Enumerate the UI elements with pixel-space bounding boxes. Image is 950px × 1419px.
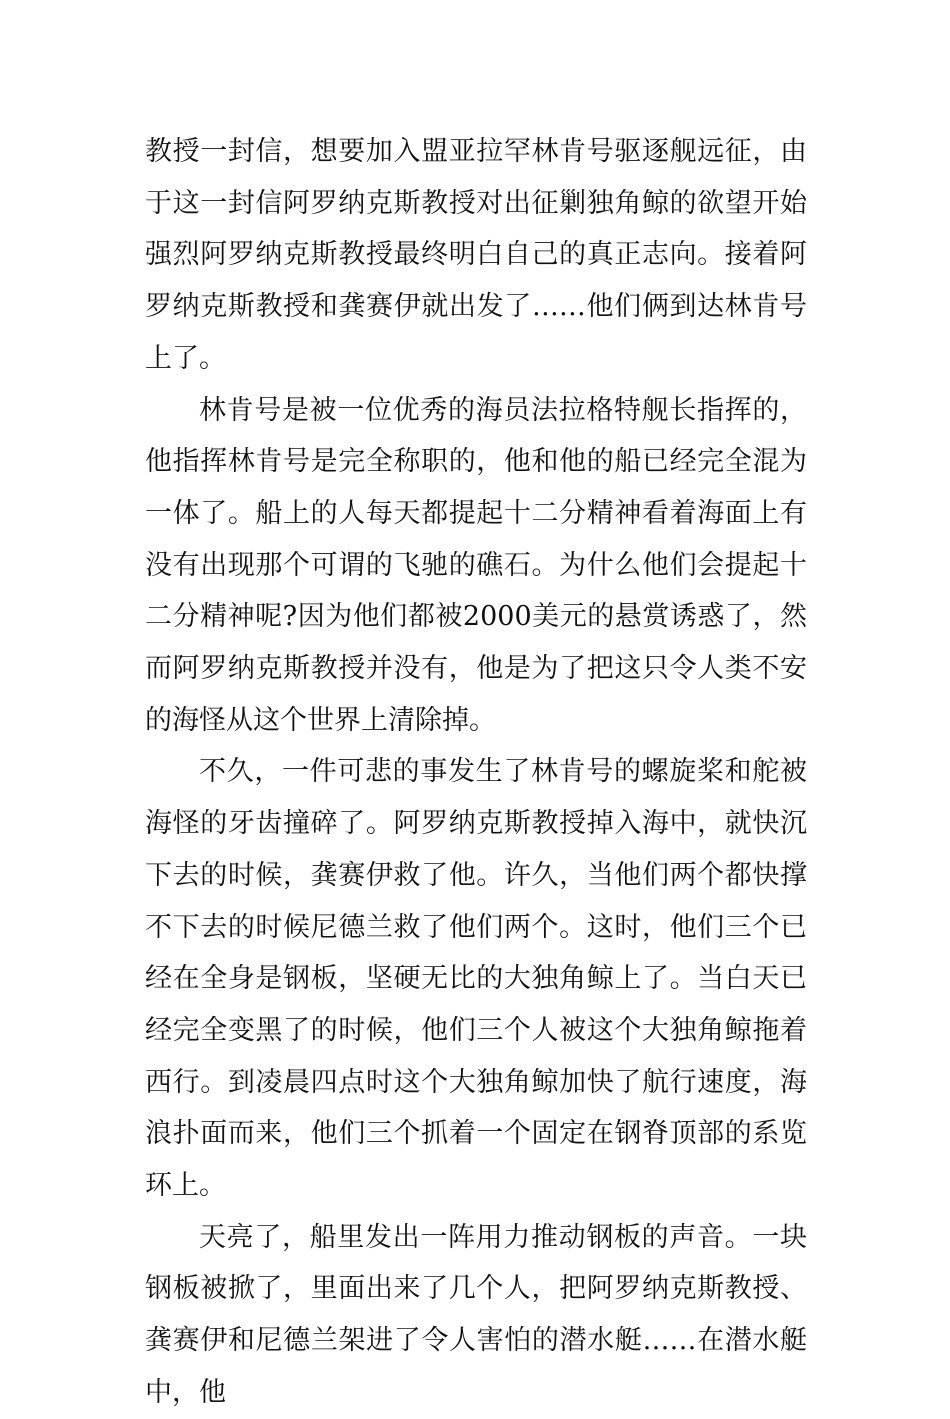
- paragraph-3: 不久，一件可悲的事发生了林肯号的螺旋桨和舵被海怪的牙齿撞碎了。阿罗纳克斯教授掉入海中，就快沉下去的时候，龚赛伊救了他。许久，当他们两个都快撑不下去的时候尼德兰救了他们两个。这时，他们三个已经在全身是钢板，坚硬无比的大独角鲸上了。当白天已经完全变黑了的时候，他们三个人被这个大独角鲸拖着西行。到凌晨四点时这个大独角鲸加快了航行速度，海浪扑面而来，他们三个抓着一个固定在钢脊顶部的系览环上。: [145, 756, 807, 1202]
- paragraph-4: 天亮了，船里发出一阵用力推动钢板的声音。一块钢板被掀了，里面出来了几个人，把阿罗纳克斯教授、龚赛伊和尼德兰架进了令人害怕的潜水艇……在潜水艇中，他: [145, 1221, 807, 1408]
- paragraph-1: 教授一封信，想要加入盟亚拉罕林肯号驱逐舰远征，由于这一封信阿罗纳克斯教授对出征剿独角鲸的欲望开始强烈阿罗纳克斯教授最终明白自己的真正志向。接着阿罗纳克斯教授和龚赛伊就出发了……他们俩到达林肯号上了。: [145, 136, 807, 374]
- body-text: [145, 126, 807, 1419]
- paragraph-2: 林肯号是被一位优秀的海员法拉格特舰长指挥的，他指挥林肯号是完全称职的，他和他的船已经完全混为一体了。船上的人每天都提起十二分精神看着海面上有没有出现那个可谓的飞驰的礁石。为什么他们会提起十二分精神呢?因为他们都被2000美元的悬赏诱惑了，然而阿罗纳克斯教授并没有，他是为了把这只令人类不安的海怪从这个世界上清除掉。: [145, 394, 807, 736]
